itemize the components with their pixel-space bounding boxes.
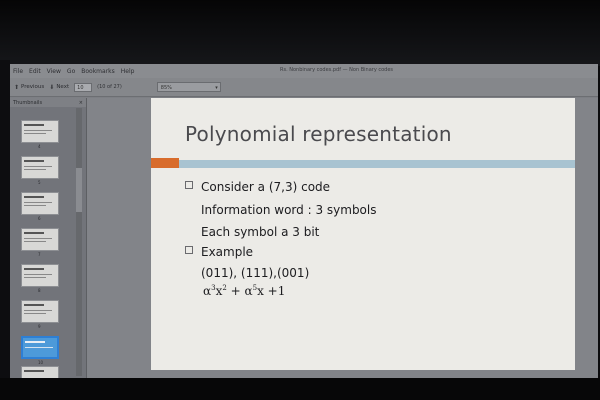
close-icon[interactable]: × xyxy=(78,99,83,106)
previous-button[interactable] xyxy=(14,84,44,91)
accent-bar-blue xyxy=(179,160,575,168)
thumbnail-number: 6 xyxy=(38,216,41,221)
menu-go[interactable]: Go xyxy=(66,67,76,75)
thumbnail-page-5[interactable] xyxy=(21,156,59,179)
x-term: x xyxy=(215,284,223,298)
bullet-line-5: (011), (111),(001) xyxy=(201,266,310,280)
thumbnail-number: 10 xyxy=(38,360,44,365)
thumbnail-page-10-selected[interactable] xyxy=(21,336,59,359)
square-bullet-icon xyxy=(185,181,193,189)
bullet-text: Example xyxy=(201,245,254,259)
page-count: (10 of 27) xyxy=(97,84,122,90)
zoom-select[interactable] xyxy=(157,82,221,92)
thumbnail-page-11[interactable] xyxy=(21,366,59,378)
formula-tail: x +1 xyxy=(257,284,286,298)
square-bullet-icon xyxy=(185,246,193,254)
exponent: 5 xyxy=(252,284,258,292)
chevron-down-icon: ▾ xyxy=(215,85,218,91)
bullet-line-1 xyxy=(185,180,330,194)
next-label: Next xyxy=(56,84,70,90)
monitor-bezel-top xyxy=(0,0,600,66)
page-number-input[interactable]: 10 xyxy=(74,83,92,92)
alpha-symbol: α xyxy=(203,284,212,298)
bullet-text: Consider a (7,3) code xyxy=(201,180,331,194)
document-area xyxy=(87,98,598,378)
toolbar xyxy=(10,78,598,97)
thumbnail-number: 4 xyxy=(38,144,41,149)
thumbnail-page-7[interactable] xyxy=(21,228,59,251)
alpha-symbol: α xyxy=(244,284,253,298)
bullet-line-2: Information word : 3 symbols xyxy=(201,203,377,217)
thumbnail-page-4[interactable] xyxy=(21,120,59,143)
polynomial-formula xyxy=(203,284,285,298)
thumbnail-number: 8 xyxy=(38,288,41,293)
exponent: 3 xyxy=(211,284,216,292)
thumbnail-number: 9 xyxy=(38,324,41,329)
arrow-up-icon: ⬆ xyxy=(14,83,20,91)
monitor-bezel-left xyxy=(0,60,10,380)
monitor-bezel-bottom xyxy=(0,378,600,400)
next-button[interactable] xyxy=(49,84,69,91)
menu-bookmarks[interactable]: Bookmarks xyxy=(81,67,115,75)
zoom-value: 85% xyxy=(160,85,172,91)
thumbnail-sidebar xyxy=(10,98,87,378)
accent-bar-orange xyxy=(151,158,179,168)
thumbnail-page-8[interactable] xyxy=(21,264,59,287)
exponent: 2 xyxy=(222,284,227,292)
thumbnail-number: 5 xyxy=(38,180,41,185)
bullet-line-3: Each symbol a 3 bit xyxy=(201,225,320,239)
sidebar-header xyxy=(10,98,86,107)
menu-help[interactable]: Help xyxy=(120,67,135,75)
menu-file[interactable]: File xyxy=(13,67,24,75)
menu-bar xyxy=(10,64,598,78)
sidebar-label: Thumbnails xyxy=(13,99,43,106)
pdf-viewer-window xyxy=(10,64,598,378)
thumbnail-page-9[interactable] xyxy=(21,300,59,323)
scrollbar-thumb[interactable] xyxy=(76,168,82,212)
thumbnail-page-6[interactable] xyxy=(21,192,59,215)
pdf-page xyxy=(151,98,575,370)
arrow-down-icon: ⬇ xyxy=(49,83,55,91)
window-title: Rs. Nonbinary codes.pdf — Non Binary codes xyxy=(280,67,394,73)
thumbnail-number: 7 xyxy=(38,252,41,257)
plus: + xyxy=(226,284,245,298)
previous-label: Previous xyxy=(21,84,45,90)
sidebar-scrollbar[interactable] xyxy=(76,108,82,376)
slide-title: Polynomial representation xyxy=(185,122,452,146)
menu-view[interactable]: View xyxy=(46,67,61,75)
bullet-line-4 xyxy=(185,245,253,259)
menu-edit[interactable]: Edit xyxy=(29,67,41,75)
